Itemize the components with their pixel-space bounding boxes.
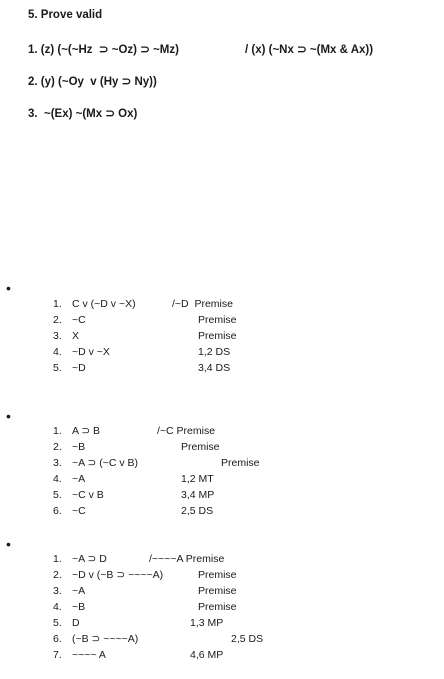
bullet-3: • xyxy=(6,536,11,552)
line-formula: ~A xyxy=(72,473,86,485)
line-justification: /~~~~A Premise xyxy=(149,553,225,565)
line-justification: 4,6 MP xyxy=(190,649,224,661)
line-formula: D xyxy=(72,617,80,629)
line-formula: C v (~D v ~X) xyxy=(72,298,136,310)
line-number: 1. xyxy=(53,298,62,310)
line-justification: /~C Premise xyxy=(157,425,216,437)
line-number: 3. xyxy=(53,330,62,342)
line-number: 3. xyxy=(53,457,62,469)
line-number: 3. xyxy=(53,585,62,597)
line-number: 4. xyxy=(53,346,62,358)
line-justification: 3,4 MP xyxy=(181,489,215,501)
line-number: 1. xyxy=(53,425,62,437)
line-justification: 1,2 MT xyxy=(181,473,214,485)
premise-3: 3. ~(Ex) ~(Mx ⊃ Ox) xyxy=(28,108,138,120)
premise-2: 2. (y) (~Oy v (Hy ⊃ Ny)) xyxy=(28,76,157,88)
line-number: 5. xyxy=(53,362,62,374)
line-number: 2. xyxy=(53,314,62,326)
premise-1: 1. (z) (~(~Hz ⊃ ~Oz) ⊃ ~Mz) xyxy=(28,44,179,56)
line-formula: ~~~~ A xyxy=(72,649,106,661)
line-number: 1. xyxy=(53,553,62,565)
line-number: 7. xyxy=(53,649,62,661)
line-justification: Premise xyxy=(198,585,237,597)
line-justification: Premise xyxy=(198,330,237,342)
line-justification: 2,5 DS xyxy=(181,505,214,517)
line-formula: ~B xyxy=(72,601,86,613)
bullet-2: • xyxy=(6,408,11,424)
line-formula: (~B ⊃ ~~~~A) xyxy=(72,633,139,645)
line-justification: Premise xyxy=(181,441,220,453)
line-number: 6. xyxy=(53,633,62,645)
line-formula: ~A xyxy=(72,585,86,597)
line-number: 4. xyxy=(53,473,62,485)
problem-title: 5. Prove valid xyxy=(28,9,103,21)
line-formula: ~C xyxy=(72,505,86,517)
line-justification: /~D Premise xyxy=(172,298,233,310)
line-justification: 1,3 MP xyxy=(190,617,224,629)
line-justification: Premise xyxy=(221,457,260,469)
line-formula: ~D xyxy=(72,362,86,374)
line-formula: ~B xyxy=(72,441,86,453)
line-number: 2. xyxy=(53,441,62,453)
line-justification: 1,2 DS xyxy=(198,346,231,358)
line-formula: ~D v (~B ⊃ ~~~~A) xyxy=(72,569,164,581)
line-formula: ~C v B xyxy=(72,489,104,501)
line-formula: ~D v ~X xyxy=(72,346,110,358)
line-formula: ~A ⊃ (~C v B) xyxy=(72,457,138,469)
conclusion: / (x) (~Nx ⊃ ~(Mx & Ax)) xyxy=(245,44,374,56)
line-number: 5. xyxy=(53,617,62,629)
bullet-1: • xyxy=(6,280,11,296)
line-number: 5. xyxy=(53,489,62,501)
line-justification: Premise xyxy=(198,601,237,613)
line-number: 6. xyxy=(53,505,62,517)
line-number: 4. xyxy=(53,601,62,613)
line-formula: ~C xyxy=(72,314,86,326)
line-number: 2. xyxy=(53,569,62,581)
line-formula: X xyxy=(72,330,80,342)
line-justification: Premise xyxy=(198,314,237,326)
line-justification: 2,5 DS xyxy=(231,633,264,645)
line-justification: Premise xyxy=(198,569,237,581)
line-justification: 3,4 DS xyxy=(198,362,231,374)
line-formula: ~A ⊃ D xyxy=(72,553,107,565)
line-formula: A ⊃ B xyxy=(72,425,101,437)
